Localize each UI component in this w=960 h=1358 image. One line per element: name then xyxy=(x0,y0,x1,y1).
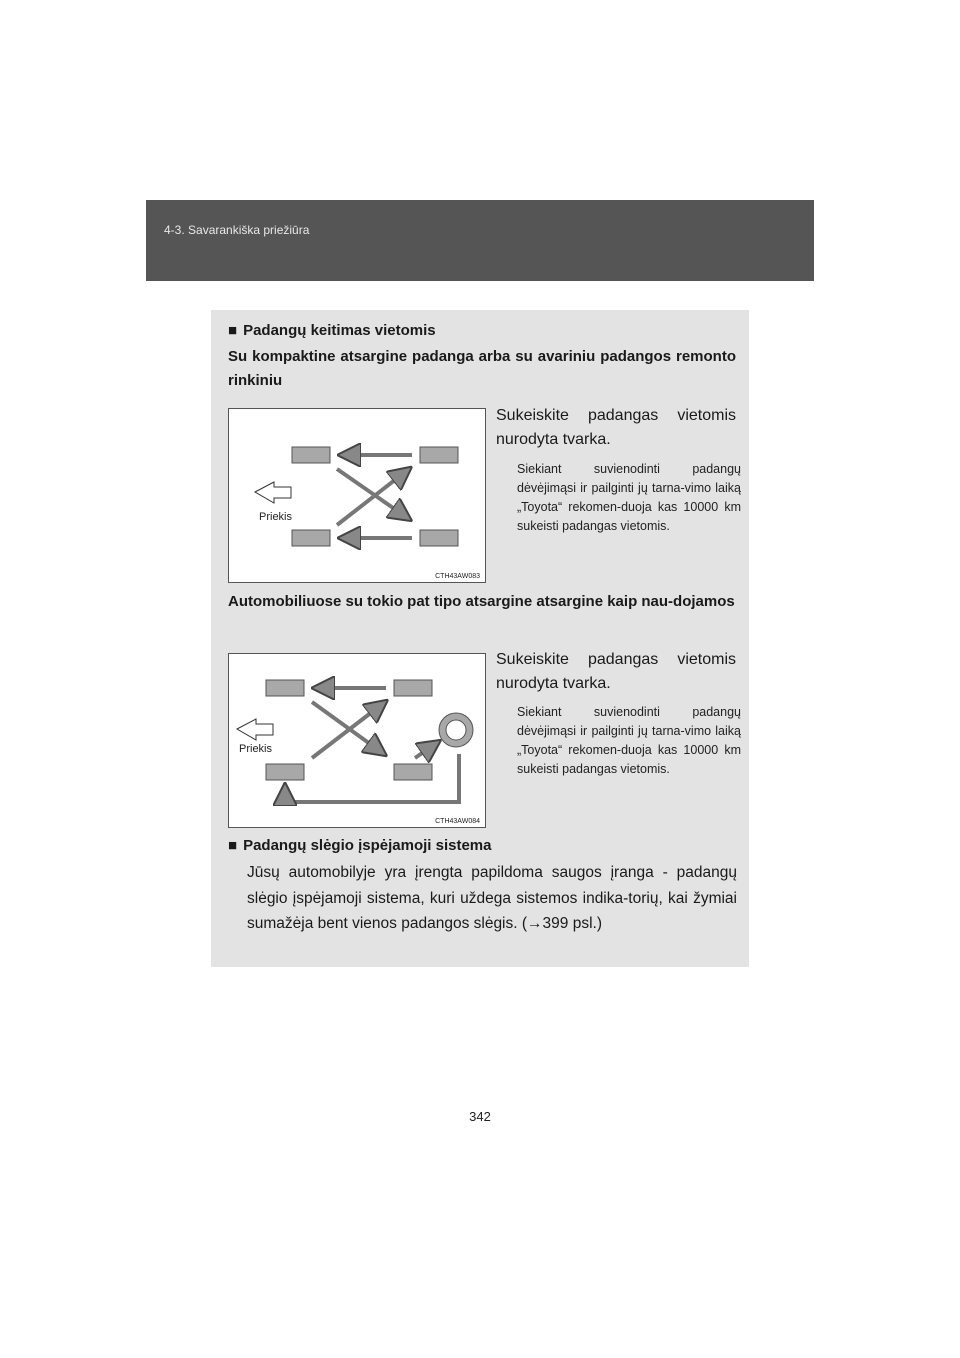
subtitle-compact-spare: Su kompaktine atsargine padanga arba su avariniu padangos remonto rinkiniu xyxy=(228,348,736,389)
tire-rear-left xyxy=(266,764,304,780)
tire-front-right xyxy=(420,447,458,463)
bullet-square-icon: ■ xyxy=(228,322,238,339)
bullet-square-icon: ■ xyxy=(228,837,238,854)
note-text-2: Siekiant suvienodinti padangų dėvėjimąsi ir pailginti jų tarna-vimo laiką „Toyota“ rekomen-duoja kas 10000 km sukeisti padangas vietomis. xyxy=(517,705,741,776)
instruction-text-2: Sukeiskite padangas vietomis nurodyta tvarka. xyxy=(496,651,736,692)
subtitle-same-spare: Automobiliuose su tokio pat tipo atsargine atsargine kaip nau-dojamos xyxy=(228,593,735,610)
figure-label-front: Priekis xyxy=(259,511,293,523)
tire-front-left xyxy=(266,680,304,696)
front-direction-arrow-icon xyxy=(237,719,273,740)
section-header-bar xyxy=(146,200,814,281)
info-panel xyxy=(211,310,749,967)
figure-code: CTH43AW084 xyxy=(435,818,480,825)
tire-front-right xyxy=(394,680,432,696)
page-number: 342 xyxy=(469,1109,491,1124)
section-header-title: 4-3. Savarankiška priežiūra xyxy=(164,223,310,237)
section-title-rotation: ■ Padangų keitimas vietomis xyxy=(228,322,436,339)
tire-rear-left xyxy=(292,530,330,546)
tire-front-left xyxy=(292,447,330,463)
figure-label-front: Priekis xyxy=(239,743,273,755)
spare-tire-icon xyxy=(439,713,473,747)
rotation-diagram-2 xyxy=(228,653,486,828)
front-direction-arrow-icon xyxy=(255,482,291,503)
note-text-1: Siekiant suvienodinti padangų dėvėjimąsi ir pailginti jų tarna-vimo laiką „Toyota“ rekomen-duoja kas 10000 km sukeisti padangas vietomis. xyxy=(517,462,741,533)
figure-code: CTH43AW083 xyxy=(435,573,480,580)
rotation-diagram-1 xyxy=(228,408,486,583)
tpws-description: Jūsų automobilyje yra įrengta papildoma saugos įranga - padangų slėgio įspėjamoji sistema, kuri uždega sistemos indika-torių, kai žymiai sumažėja bent vienos padangos slėgis. (→399 psl.) xyxy=(247,864,737,932)
section-title-tpws: ■ Padangų slėgio įspėjamoji sistema xyxy=(228,837,492,854)
tire-rear-right xyxy=(394,764,432,780)
tire-rear-right xyxy=(420,530,458,546)
instruction-text-1: Sukeiskite padangas vietomis nurodyta tvarka. xyxy=(496,407,736,448)
